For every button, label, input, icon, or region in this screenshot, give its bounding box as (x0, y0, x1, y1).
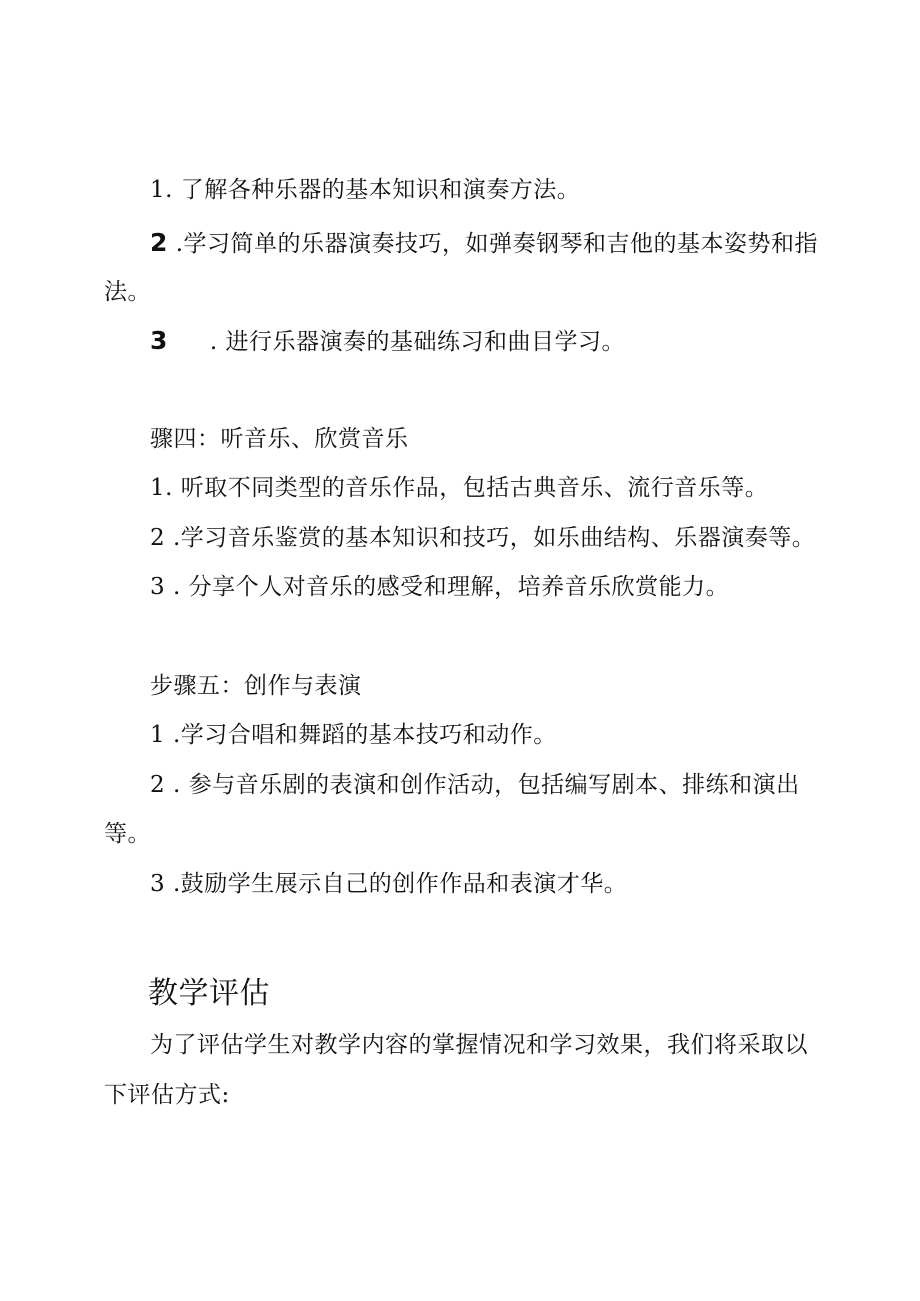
list-item: 3 .鼓励学生展示自己的创作作品和表演才华。 (150, 871, 628, 897)
list-item-continuation: 等。 (104, 821, 151, 847)
section-heading: 教学评估 (148, 976, 270, 1011)
paragraph-line: 为了评估学生对教学内容的掌握情况和学习效果，我们将采取以 (150, 1032, 808, 1058)
list-item: 3 . 分享个人对音乐的感受和理解，培养音乐欣赏能力。 (150, 574, 730, 600)
list-number: 2 (150, 228, 168, 257)
section-title: 骤四：听音乐、欣赏音乐 (150, 426, 409, 452)
section-title: 步骤五：创作与表演 (150, 673, 362, 699)
list-item: 2 . 参与音乐剧的表演和创作活动，包括编写剧本、排练和演出 (150, 772, 800, 798)
list-item (150, 228, 818, 259)
list-item: 1. 了解各种乐器的基本知识和演奏方法。 (150, 177, 581, 203)
list-item-continuation: 法。 (104, 279, 151, 305)
list-item: 2 .学习音乐鉴赏的基本知识和技巧，如乐曲结构、乐器演奏等。 (150, 525, 816, 551)
list-item (150, 326, 625, 357)
paragraph-line: 下评估方式: (104, 1082, 230, 1108)
list-item-text: .学习简单的乐器演奏技巧，如弹奏钢琴和吉他的基本姿势和指 (167, 231, 819, 257)
list-item: 1 .学习合唱和舞蹈的基本技巧和动作。 (150, 722, 557, 748)
list-item-text: . 进行乐器演奏的基础练习和曲目学习。 (209, 329, 626, 355)
list-number: 3 (150, 326, 168, 355)
list-item: 1. 听取不同类型的音乐作品，包括古典音乐、流行音乐等。 (150, 475, 769, 501)
